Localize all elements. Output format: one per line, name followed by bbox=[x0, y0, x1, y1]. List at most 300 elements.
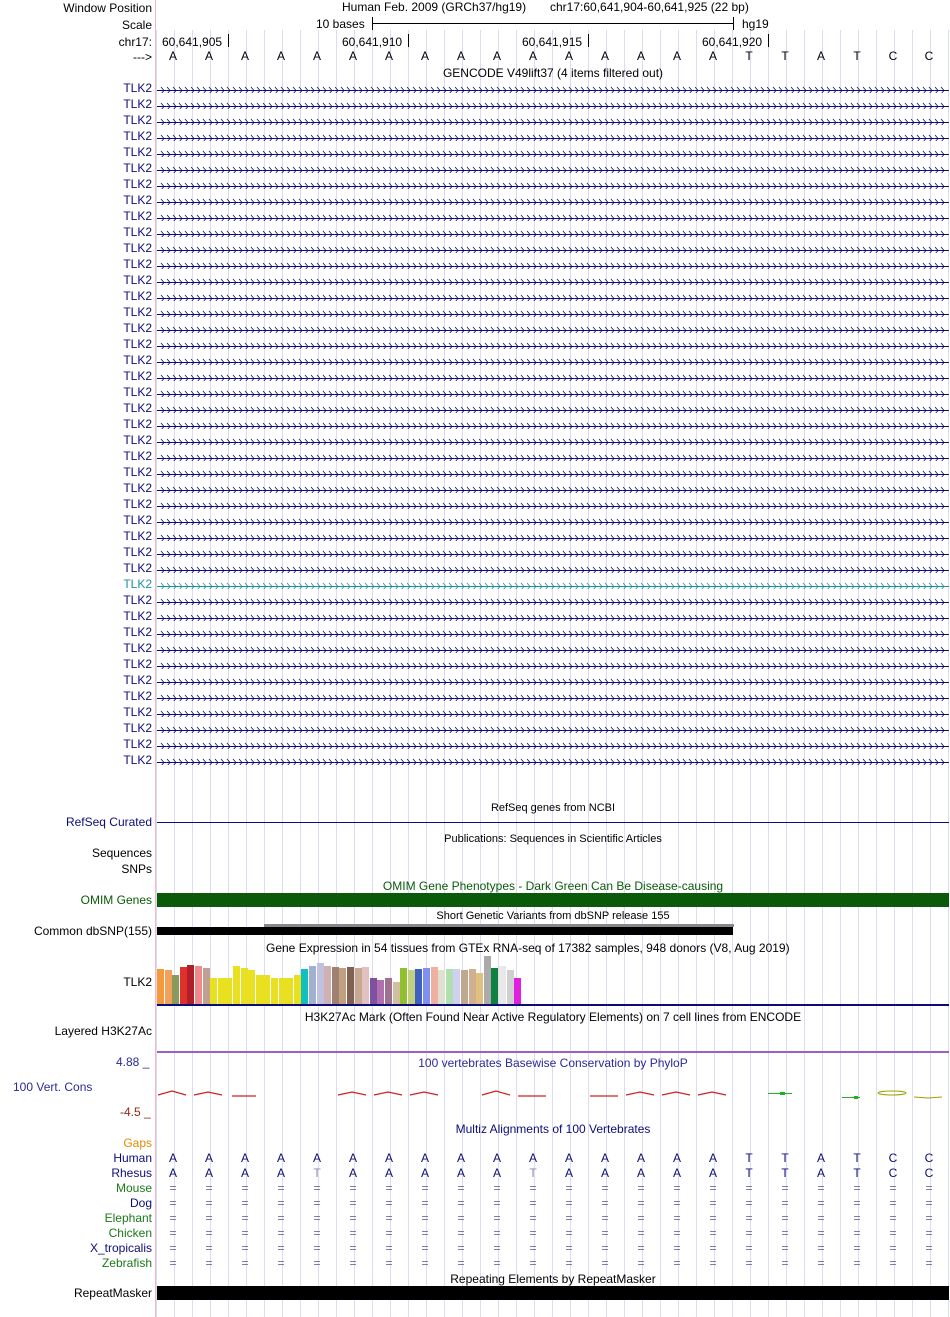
transcript-track[interactable] bbox=[157, 724, 949, 733]
gtex-tissue-bar[interactable] bbox=[446, 969, 453, 1004]
transcript-track[interactable] bbox=[157, 612, 949, 621]
gtex-tissue-bar[interactable] bbox=[317, 963, 324, 1004]
assembly-label: Human Feb. 2009 (GRCh37/hg19) bbox=[342, 0, 527, 14]
gtex-tissue-bar[interactable] bbox=[256, 975, 263, 1004]
alignment-base: = bbox=[277, 1256, 285, 1270]
gtex-tissue-bar[interactable] bbox=[187, 965, 194, 1004]
transcript-track[interactable] bbox=[157, 628, 949, 637]
transcript-label[interactable]: TLK2 bbox=[123, 705, 152, 719]
alignment-base: = bbox=[637, 1241, 645, 1255]
alignment-base: A bbox=[600, 1151, 609, 1165]
alignment-base: = bbox=[205, 1226, 213, 1240]
alignment-base: A bbox=[168, 1151, 177, 1165]
phylop-track[interactable] bbox=[156, 1086, 950, 1106]
alignment-base: = bbox=[565, 1196, 573, 1210]
transcript-label[interactable]: TLK2 bbox=[123, 641, 152, 655]
transcript-line[interactable] bbox=[157, 278, 949, 285]
transcript-line[interactable] bbox=[157, 214, 949, 221]
alignment-base: = bbox=[529, 1181, 537, 1195]
species-label[interactable]: Zebrafish bbox=[101, 1256, 152, 1270]
transcript-line[interactable] bbox=[157, 326, 949, 333]
transcript-line[interactable] bbox=[157, 646, 949, 653]
transcript-line[interactable] bbox=[157, 262, 949, 269]
alignment-base: = bbox=[169, 1256, 177, 1270]
gtex-tissue-bar[interactable] bbox=[438, 970, 445, 1004]
publications-sequences-label[interactable]: Sequences bbox=[91, 846, 152, 860]
alignment-base: = bbox=[457, 1226, 465, 1240]
omim-gene-bar[interactable] bbox=[157, 893, 949, 907]
transcript-track[interactable] bbox=[157, 132, 949, 141]
sequence-base: C bbox=[888, 49, 898, 63]
transcript-label[interactable]: TLK2 bbox=[123, 369, 152, 383]
gtex-tissue-bar[interactable] bbox=[423, 968, 430, 1004]
phylop-mark bbox=[914, 1097, 942, 1098]
transcript-line[interactable] bbox=[157, 502, 949, 509]
transcript-label[interactable]: TLK2 bbox=[123, 657, 152, 671]
alignment-base: = bbox=[853, 1226, 861, 1240]
transcript-track[interactable] bbox=[157, 708, 949, 717]
transcript-label[interactable]: TLK2 bbox=[123, 497, 152, 511]
gtex-tissue-bar[interactable] bbox=[309, 966, 316, 1004]
refseq-title[interactable]: RefSeq genes from NCBI bbox=[490, 802, 616, 814]
transcript-track[interactable] bbox=[157, 484, 949, 493]
dbsnp-title[interactable]: Short Genetic Variants from dbSNP release 155 bbox=[436, 910, 670, 922]
transcript-label[interactable]: TLK2 bbox=[123, 145, 152, 159]
alignment-base: C bbox=[888, 1151, 898, 1165]
gtex-tissue-bar[interactable] bbox=[157, 969, 164, 1004]
alignment-base: = bbox=[889, 1256, 897, 1270]
alignment-base: = bbox=[241, 1226, 249, 1240]
alignment-base: = bbox=[385, 1226, 393, 1240]
alignment-base: = bbox=[385, 1181, 393, 1195]
transcript-line[interactable] bbox=[157, 150, 949, 157]
gtex-tissue-bar[interactable] bbox=[491, 968, 498, 1004]
publications-snps-label[interactable]: SNPs bbox=[121, 862, 152, 876]
transcript-line[interactable] bbox=[157, 614, 949, 621]
transcript-track[interactable] bbox=[157, 356, 949, 365]
species-label[interactable]: Human bbox=[113, 1151, 152, 1165]
transcript-label[interactable]: TLK2 bbox=[123, 193, 152, 207]
omim-label[interactable]: OMIM Genes bbox=[80, 893, 152, 907]
transcript-label[interactable]: TLK2 bbox=[123, 321, 152, 335]
transcript-line[interactable] bbox=[157, 454, 949, 461]
transcript-label[interactable]: TLK2 bbox=[123, 561, 152, 575]
sequence-base: A bbox=[492, 49, 501, 63]
phylop-mark bbox=[854, 1096, 858, 1099]
alignment-base: = bbox=[637, 1256, 645, 1270]
transcript-label[interactable]: TLK2 bbox=[123, 465, 152, 479]
alignment-base: = bbox=[565, 1256, 573, 1270]
alignment-base: = bbox=[349, 1241, 357, 1255]
transcript-line[interactable] bbox=[157, 534, 949, 541]
alignment-base: = bbox=[637, 1226, 645, 1240]
sequence-base: T bbox=[745, 49, 753, 63]
alignment-base: = bbox=[781, 1241, 789, 1255]
transcript-track[interactable] bbox=[157, 564, 949, 573]
transcript-label[interactable]: TLK2 bbox=[123, 129, 152, 143]
transcript-line[interactable] bbox=[157, 182, 949, 189]
gtex-tissue-bar[interactable] bbox=[165, 970, 172, 1004]
transcript-track[interactable] bbox=[157, 148, 949, 157]
gtex-tissue-bar[interactable] bbox=[499, 966, 506, 1004]
alignment-base: = bbox=[601, 1211, 609, 1225]
phylop-max-label: 4.88 _ bbox=[116, 1055, 150, 1069]
sequence-base: A bbox=[600, 49, 609, 63]
gtex-tissue-bar[interactable] bbox=[210, 978, 217, 1004]
gtex-tissue-bar[interactable] bbox=[469, 969, 476, 1004]
transcript-track[interactable] bbox=[157, 164, 949, 173]
transcript-line[interactable] bbox=[157, 198, 949, 205]
gtex-title[interactable]: Gene Expression in 54 tissues from GTEx RNA-seq of 17382 samples, 948 donors (V8, Aug 2019) bbox=[266, 941, 790, 955]
transcript-label[interactable]: TLK2 bbox=[123, 161, 152, 175]
transcript-line[interactable] bbox=[157, 86, 949, 93]
gtex-tissue-bar[interactable] bbox=[286, 978, 293, 1004]
transcript-track[interactable] bbox=[157, 84, 949, 93]
transcript-line[interactable] bbox=[157, 102, 949, 109]
transcript-line[interactable] bbox=[157, 550, 949, 557]
alignment-base: = bbox=[241, 1241, 249, 1255]
transcript-line[interactable] bbox=[157, 134, 949, 141]
alignment-base: = bbox=[673, 1196, 681, 1210]
transcript-line[interactable] bbox=[157, 662, 949, 669]
transcript-line[interactable] bbox=[157, 118, 949, 125]
gtex-tissue-bar[interactable] bbox=[476, 973, 483, 1004]
alignment-base: A bbox=[240, 1151, 249, 1165]
transcript-label[interactable]: TLK2 bbox=[123, 593, 152, 607]
gtex-tissue-bar[interactable] bbox=[484, 956, 491, 1004]
transcript-label[interactable]: TLK2 bbox=[123, 577, 152, 591]
alignment-base: = bbox=[349, 1226, 357, 1240]
sequence-base: A bbox=[636, 49, 645, 63]
sequence-base: T bbox=[781, 49, 789, 63]
transcript-label[interactable]: TLK2 bbox=[123, 337, 152, 351]
species-label[interactable]: Chicken bbox=[108, 1226, 152, 1240]
phylop-label[interactable]: 100 Vert. Cons bbox=[13, 1080, 93, 1094]
transcript-track[interactable] bbox=[157, 276, 949, 285]
transcript-label[interactable]: TLK2 bbox=[123, 529, 152, 543]
transcript-label[interactable]: TLK2 bbox=[123, 673, 152, 687]
repeatmasker-title[interactable]: Repeating Elements by RepeatMasker bbox=[450, 1272, 656, 1286]
alignment-base: = bbox=[745, 1211, 753, 1225]
alignment-base: = bbox=[601, 1256, 609, 1270]
transcript-label[interactable]: TLK2 bbox=[123, 225, 152, 239]
alignment-base: = bbox=[745, 1226, 753, 1240]
dbsnp-variant-highlight[interactable] bbox=[264, 924, 734, 927]
alignment-base: = bbox=[205, 1211, 213, 1225]
transcript-track[interactable] bbox=[157, 196, 949, 205]
transcript-line[interactable] bbox=[157, 342, 949, 349]
gtex-tissue-bar[interactable] bbox=[180, 967, 187, 1004]
h3k27ac-title[interactable]: H3K27Ac Mark (Often Found Near Active Regulatory Elements) on 7 cell lines from ENCODE bbox=[304, 1010, 802, 1024]
transcript-track[interactable] bbox=[157, 116, 949, 125]
gtex-tissue-bar[interactable] bbox=[415, 969, 422, 1004]
gtex-tissue-bar[interactable] bbox=[385, 978, 392, 1004]
alignment-base: A bbox=[564, 1151, 573, 1165]
alignment-base: = bbox=[349, 1256, 357, 1270]
transcript-track[interactable] bbox=[157, 500, 949, 509]
publications-title[interactable]: Publications: Sequences in Scientific Articles bbox=[444, 833, 662, 845]
gtex-tissue-bar[interactable] bbox=[431, 967, 438, 1004]
transcript-line[interactable] bbox=[157, 518, 949, 525]
transcript-label[interactable]: TLK2 bbox=[123, 481, 152, 495]
transcript-label[interactable]: TLK2 bbox=[123, 273, 152, 287]
alignment-base: T bbox=[745, 1166, 753, 1180]
alignment-base: A bbox=[564, 1166, 573, 1180]
transcript-line[interactable] bbox=[157, 678, 949, 685]
alignment-base: = bbox=[277, 1241, 285, 1255]
gtex-tissue-bar[interactable] bbox=[408, 970, 415, 1004]
transcript-track[interactable] bbox=[157, 692, 949, 701]
alignment-base: = bbox=[745, 1256, 753, 1270]
transcript-label[interactable]: TLK2 bbox=[123, 97, 152, 111]
transcript-label[interactable]: TLK2 bbox=[123, 305, 152, 319]
alignment-base: = bbox=[313, 1226, 321, 1240]
alignment-base: T bbox=[781, 1166, 789, 1180]
alignment-base: = bbox=[493, 1226, 501, 1240]
repeatmasker-label[interactable]: RepeatMasker bbox=[73, 1286, 152, 1300]
transcript-line[interactable] bbox=[157, 598, 949, 605]
alignment-base: = bbox=[313, 1256, 321, 1270]
transcript-track[interactable] bbox=[157, 548, 949, 557]
transcript-track[interactable] bbox=[157, 100, 949, 109]
transcript-line[interactable] bbox=[157, 390, 949, 397]
alignment-base: = bbox=[781, 1226, 789, 1240]
transcript-line[interactable] bbox=[157, 726, 949, 733]
transcript-track[interactable] bbox=[157, 388, 949, 397]
gtex-tissue-bar[interactable] bbox=[294, 975, 301, 1004]
alignment-base: = bbox=[673, 1181, 681, 1195]
transcript-line[interactable] bbox=[157, 422, 949, 429]
alignment-base: = bbox=[493, 1256, 501, 1270]
transcript-track[interactable] bbox=[157, 436, 949, 445]
ruler-tick-label: 60,641,920 bbox=[702, 35, 763, 49]
alignment-base: = bbox=[277, 1181, 285, 1195]
refseq-label[interactable]: RefSeq Curated bbox=[65, 815, 152, 829]
transcript-label[interactable]: TLK2 bbox=[123, 289, 152, 303]
transcript-label[interactable]: TLK2 bbox=[123, 177, 152, 191]
transcript-label[interactable]: TLK2 bbox=[123, 609, 152, 623]
alignment-base: = bbox=[313, 1211, 321, 1225]
transcript-label[interactable]: TLK2 bbox=[123, 625, 152, 639]
repeatmasker-bar[interactable] bbox=[157, 1286, 949, 1300]
transcript-line[interactable] bbox=[157, 710, 949, 717]
transcript-track[interactable] bbox=[157, 468, 949, 477]
gtex-tissue-bar[interactable] bbox=[218, 978, 225, 1004]
gtex-tissue-bar[interactable] bbox=[453, 969, 460, 1004]
transcript-track[interactable] bbox=[157, 420, 949, 429]
transcript-label[interactable]: TLK2 bbox=[123, 417, 152, 431]
transcript-line[interactable] bbox=[157, 758, 949, 765]
phylop-title[interactable]: 100 vertebrates Basewise Conservation by PhyloP bbox=[418, 1056, 688, 1070]
coordinates-label[interactable]: chr17:60,641,904-60,641,925 (22 bp) bbox=[550, 0, 749, 14]
transcript-track[interactable] bbox=[157, 404, 949, 413]
transcript-label[interactable]: TLK2 bbox=[123, 449, 152, 463]
gtex-tissue-bar[interactable] bbox=[233, 966, 240, 1004]
sequence-base: A bbox=[348, 49, 357, 63]
transcript-label[interactable]: TLK2 bbox=[123, 689, 152, 703]
phylop-mark bbox=[482, 1091, 510, 1095]
transcript-label[interactable]: TLK2 bbox=[123, 385, 152, 399]
transcript-track[interactable] bbox=[157, 740, 949, 749]
scale-text: 10 bases bbox=[316, 17, 365, 31]
transcript-line[interactable] bbox=[157, 374, 949, 381]
species-label[interactable]: Elephant bbox=[104, 1211, 152, 1225]
alignment-base: = bbox=[673, 1256, 681, 1270]
transcript-track[interactable] bbox=[157, 660, 949, 669]
transcript-label[interactable]: TLK2 bbox=[123, 257, 152, 271]
alignment-base: = bbox=[457, 1196, 465, 1210]
transcript-track[interactable] bbox=[157, 228, 949, 237]
dbsnp-label[interactable]: Common dbSNP(155) bbox=[33, 924, 152, 938]
transcript-line[interactable] bbox=[157, 694, 949, 701]
transcript-track[interactable] bbox=[157, 292, 949, 301]
gtex-tissue-bar[interactable] bbox=[203, 968, 210, 1004]
alignment-base: = bbox=[781, 1181, 789, 1195]
transcript-line[interactable] bbox=[157, 166, 949, 173]
transcript-label[interactable]: TLK2 bbox=[123, 81, 152, 95]
alignment-base: = bbox=[709, 1211, 717, 1225]
transcript-line[interactable] bbox=[157, 582, 949, 589]
gtex-tissue-bar[interactable] bbox=[241, 968, 248, 1004]
alignment-base: = bbox=[169, 1181, 177, 1195]
transcript-line[interactable] bbox=[157, 246, 949, 253]
alignment-base: = bbox=[349, 1181, 357, 1195]
transcript-track[interactable] bbox=[157, 756, 949, 765]
transcript-line[interactable] bbox=[157, 470, 949, 477]
alignment-base: = bbox=[169, 1241, 177, 1255]
transcript-track[interactable] bbox=[157, 516, 949, 525]
gtex-tissue-bar[interactable] bbox=[324, 966, 331, 1004]
alignment-base: = bbox=[349, 1196, 357, 1210]
transcript-label[interactable]: TLK2 bbox=[123, 401, 152, 415]
alignment-base: = bbox=[889, 1181, 897, 1195]
alignment-base: = bbox=[853, 1211, 861, 1225]
transcript-track[interactable] bbox=[157, 244, 949, 253]
alignment-base: = bbox=[889, 1241, 897, 1255]
db-label: hg19 bbox=[742, 17, 769, 31]
transcript-line[interactable] bbox=[157, 630, 949, 637]
alignment-base: T bbox=[313, 1166, 321, 1180]
refseq-line[interactable] bbox=[157, 822, 949, 823]
transcript-label[interactable]: TLK2 bbox=[123, 721, 152, 735]
gtex-label[interactable]: TLK2 bbox=[123, 975, 152, 989]
gtex-tissue-bar[interactable] bbox=[339, 968, 346, 1004]
gencode-title[interactable]: GENCODE V49lift37 (4 items filtered out) bbox=[442, 66, 664, 80]
alignment-base: = bbox=[817, 1226, 825, 1240]
transcript-track[interactable] bbox=[157, 340, 949, 349]
alignment-base: = bbox=[421, 1196, 429, 1210]
transcript-track[interactable] bbox=[157, 372, 949, 381]
transcript-track[interactable] bbox=[157, 596, 949, 605]
gtex-tissue-bar[interactable] bbox=[279, 978, 286, 1004]
phylop-min-label: -4.5 _ bbox=[120, 1105, 151, 1119]
gtex-tissue-bar[interactable] bbox=[400, 968, 407, 1004]
transcript-track[interactable] bbox=[157, 212, 949, 221]
gtex-tissue-bar[interactable] bbox=[172, 975, 179, 1004]
transcript-line[interactable] bbox=[157, 294, 949, 301]
transcript-track[interactable] bbox=[157, 308, 949, 317]
transcript-line[interactable] bbox=[157, 310, 949, 317]
phylop-mark bbox=[698, 1092, 726, 1095]
species-label[interactable]: Dog bbox=[129, 1196, 152, 1210]
transcript-track[interactable] bbox=[157, 260, 949, 269]
transcript-label[interactable]: TLK2 bbox=[123, 513, 152, 527]
transcript-track[interactable] bbox=[157, 676, 949, 685]
sequence-base: C bbox=[924, 49, 934, 63]
transcript-track[interactable] bbox=[157, 324, 949, 333]
multiz-title[interactable]: Multiz Alignments of 100 Vertebrates bbox=[455, 1122, 651, 1136]
species-label[interactable]: X_tropicalis bbox=[89, 1241, 152, 1255]
transcript-label[interactable]: TLK2 bbox=[123, 113, 152, 127]
alignment-base: A bbox=[420, 1166, 429, 1180]
phylop-mark bbox=[338, 1092, 366, 1095]
gtex-tissue-bar[interactable] bbox=[514, 978, 521, 1004]
transcript-line[interactable] bbox=[157, 486, 949, 493]
gtex-tissue-bar[interactable] bbox=[301, 969, 308, 1004]
alignment-base: C bbox=[888, 1166, 898, 1180]
gtex-tissue-bar[interactable] bbox=[248, 970, 255, 1004]
transcript-line[interactable] bbox=[157, 438, 949, 445]
dbsnp-variant-bar[interactable] bbox=[157, 927, 733, 935]
gtex-tissue-bar[interactable] bbox=[507, 970, 514, 1004]
transcript-line[interactable] bbox=[157, 566, 949, 573]
transcript-label[interactable]: TLK2 bbox=[123, 353, 152, 367]
gtex-tissue-bar[interactable] bbox=[377, 980, 384, 1004]
phylop-mark bbox=[194, 1092, 222, 1095]
alignment-base: = bbox=[853, 1256, 861, 1270]
gtex-tissue-bar[interactable] bbox=[347, 967, 354, 1004]
transcript-line[interactable] bbox=[157, 742, 949, 749]
transcript-track[interactable] bbox=[157, 580, 949, 589]
transcript-track[interactable] bbox=[157, 532, 949, 541]
strand-label: ---> bbox=[133, 50, 152, 64]
transcript-line[interactable] bbox=[157, 406, 949, 413]
transcript-label[interactable]: TLK2 bbox=[123, 545, 152, 559]
transcript-label[interactable]: TLK2 bbox=[123, 209, 152, 223]
transcript-track[interactable] bbox=[157, 452, 949, 461]
gtex-tissue-bar[interactable] bbox=[355, 968, 362, 1004]
gtex-tissue-bar[interactable] bbox=[461, 970, 468, 1004]
species-label[interactable]: Mouse bbox=[115, 1181, 152, 1195]
gtex-tissue-bar[interactable] bbox=[225, 978, 232, 1004]
alignment-base: = bbox=[565, 1211, 573, 1225]
alignment-base: A bbox=[168, 1166, 177, 1180]
gtex-tissue-bar[interactable] bbox=[393, 982, 400, 1004]
omim-title[interactable]: OMIM Gene Phenotypes - Dark Green Can Be Disease-causing bbox=[382, 879, 724, 893]
gtex-tissue-bar[interactable] bbox=[332, 967, 339, 1004]
transcript-line[interactable] bbox=[157, 230, 949, 237]
transcript-label[interactable]: TLK2 bbox=[123, 241, 152, 255]
gtex-tissue-bar[interactable] bbox=[271, 978, 278, 1004]
transcript-label[interactable]: TLK2 bbox=[123, 737, 152, 751]
gtex-tissue-bar[interactable] bbox=[362, 967, 369, 1004]
transcript-line[interactable] bbox=[157, 358, 949, 365]
gtex-tissue-bar[interactable] bbox=[195, 966, 202, 1004]
transcript-label[interactable]: TLK2 bbox=[123, 433, 152, 447]
sequence-base: A bbox=[276, 49, 285, 63]
alignment-base: A bbox=[708, 1166, 717, 1180]
species-label[interactable]: Rhesus bbox=[111, 1166, 152, 1180]
alignment-base: = bbox=[817, 1241, 825, 1255]
h3k27ac-label[interactable]: Layered H3K27Ac bbox=[54, 1024, 152, 1038]
gtex-tissue-bar[interactable] bbox=[263, 975, 270, 1004]
transcript-track[interactable] bbox=[157, 644, 949, 653]
sequence-base: A bbox=[168, 49, 177, 63]
transcript-track[interactable] bbox=[157, 180, 949, 189]
gtex-tissue-bar[interactable] bbox=[370, 978, 377, 1004]
transcript-label[interactable]: TLK2 bbox=[123, 753, 152, 767]
alignment-base: = bbox=[781, 1256, 789, 1270]
